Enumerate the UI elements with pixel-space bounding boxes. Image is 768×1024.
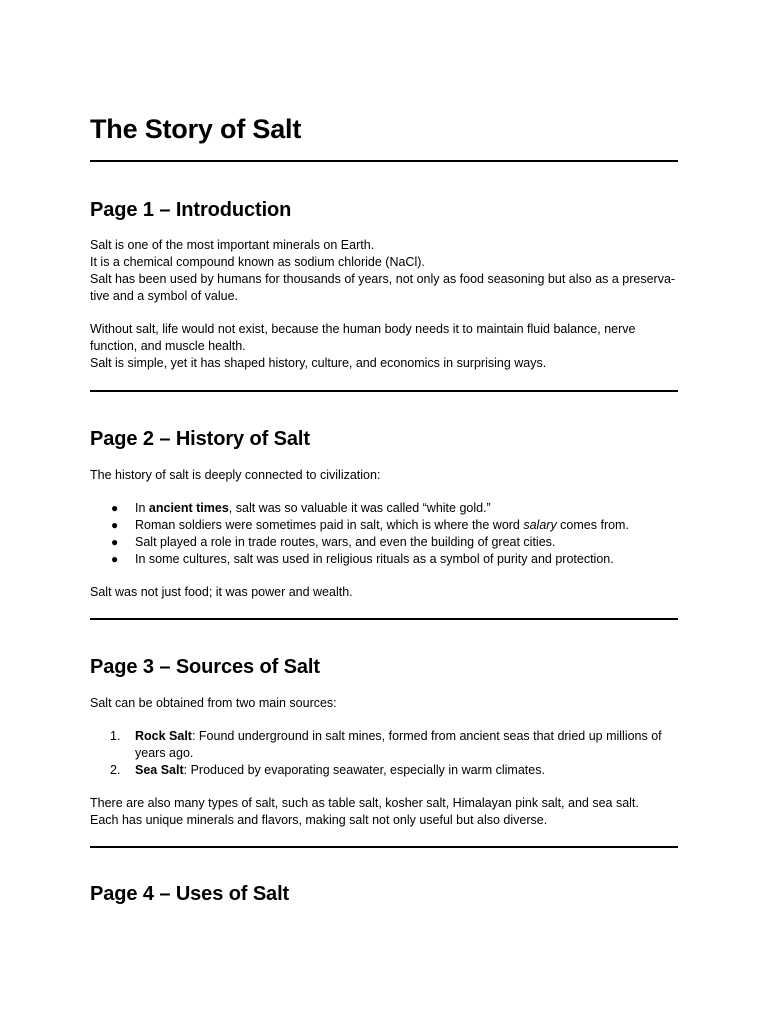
- intro-text: The history of salt is deeply connected to civilization:: [90, 468, 381, 482]
- section-history: [90, 426, 678, 601]
- divider: [90, 618, 678, 620]
- document-title: The Story of Salt: [90, 114, 302, 144]
- list-item: 1. Rock Salt: Found underground in salt mines, formed from ancient seas that dried up millions of years ago.: [110, 729, 662, 760]
- list-number: 1.: [110, 729, 121, 743]
- text-line: Salt is simple, yet it has shaped history, culture, and economics in surprising ways.: [90, 356, 547, 370]
- text-line: Salt is one of the most important minerals on Earth.: [90, 238, 375, 252]
- section-uses: [90, 881, 678, 907]
- list-item: ● In ancient times, salt was so valuable it was called “white gold.”: [111, 501, 491, 515]
- text-line: Salt has been used by humans for thousands of years, not only as food seasoning but also as a preserva-: [90, 272, 676, 286]
- divider: [90, 160, 678, 162]
- paragraph: [90, 321, 678, 372]
- bullet-icon: ●: [111, 518, 119, 532]
- paragraph: [90, 237, 678, 305]
- list-item: 2. Sea Salt: Produced by evaporating seawater, especially in warm climates.: [110, 763, 545, 777]
- bullet-list: [90, 500, 678, 568]
- divider: [90, 846, 678, 848]
- divider: [90, 390, 678, 392]
- intro-text: Salt can be obtained from two main sources:: [90, 696, 337, 710]
- text-line: tive and a symbol of value.: [90, 289, 238, 303]
- bullet-icon: ●: [111, 552, 119, 566]
- paragraph: [90, 795, 678, 829]
- section-sources: [90, 654, 678, 829]
- section-heading: Page 1 – Introduction: [90, 199, 292, 221]
- section-introduction: [90, 197, 678, 372]
- section-heading: Page 3 – Sources of Salt: [90, 656, 320, 678]
- text-line: Without salt, life would not exist, because the human body needs it to maintain fluid balance, nerve: [90, 322, 636, 336]
- section-heading: Page 4 – Uses of Salt: [90, 883, 290, 905]
- list-item: ● Roman soldiers were sometimes paid in salt, which is where the word salary comes from.: [111, 518, 629, 532]
- text-line: It is a chemical compound known as sodium chloride (NaCl).: [90, 255, 425, 269]
- bullet-icon: ●: [111, 501, 119, 515]
- list-item: ● Salt played a role in trade routes, wars, and even the building of great cities.: [111, 535, 556, 549]
- numbered-list: [90, 728, 678, 779]
- list-item: ● In some cultures, salt was used in religious rituals as a symbol of purity and protection.: [111, 552, 614, 566]
- text-line: function, and muscle health.: [90, 339, 246, 353]
- bullet-icon: ●: [111, 535, 119, 549]
- text-line: Each has unique minerals and flavors, making salt not only useful but also diverse.: [90, 813, 548, 827]
- section-heading: Page 2 – History of Salt: [90, 428, 310, 450]
- list-number: 2.: [110, 763, 121, 777]
- text-line: There are also many types of salt, such as table salt, kosher salt, Himalayan pink salt, and sea salt.: [90, 796, 639, 810]
- closing-text: Salt was not just food; it was power and wealth.: [90, 585, 353, 599]
